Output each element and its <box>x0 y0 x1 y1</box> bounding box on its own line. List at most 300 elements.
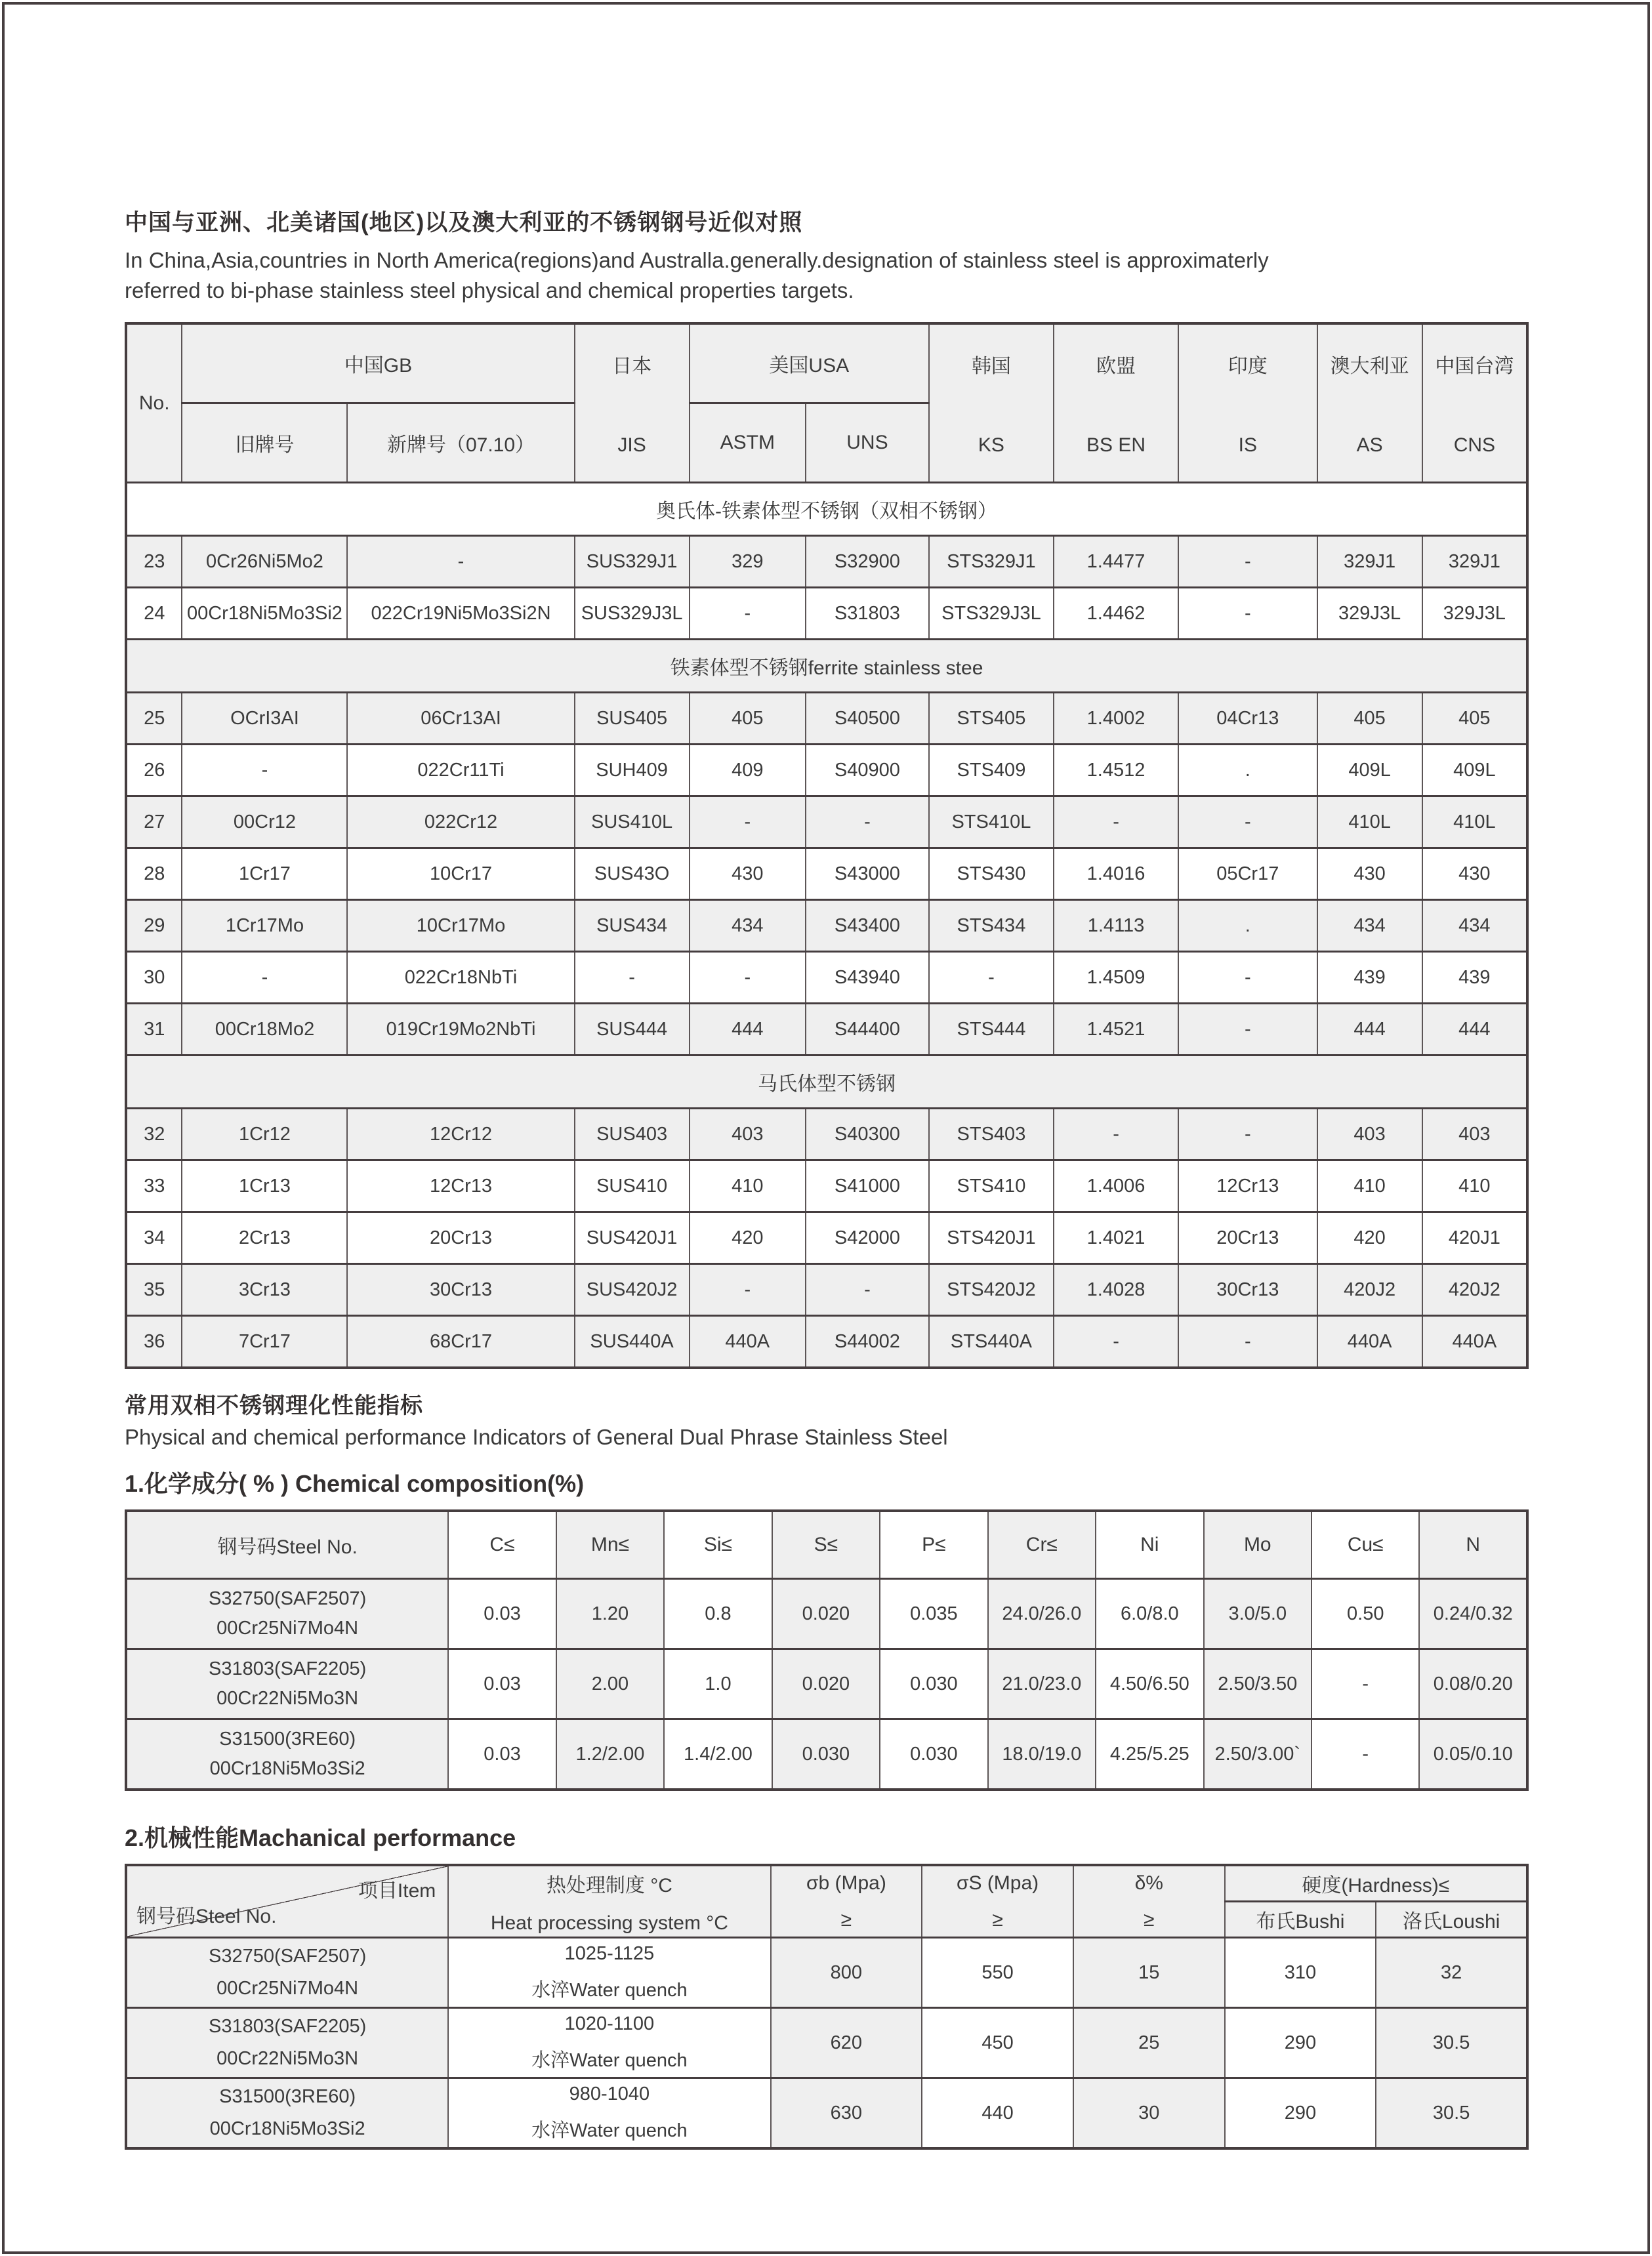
col-new-grade: 新牌号（07.10） <box>347 403 574 483</box>
cell-line-2: 00Cr22Ni5Mo3N <box>217 1688 359 1710</box>
chem-heading: 1.化学成分( % ) Chemical composition(%) <box>125 1470 585 1498</box>
section-label: 马氏体型不锈钢 <box>126 1056 1527 1109</box>
table-row <box>126 1212 1527 1264</box>
cell: SUS329J1 <box>575 536 690 588</box>
table-row <box>126 1264 1527 1316</box>
chem-table-header <box>126 1511 1527 1579</box>
cell: 430 <box>1422 848 1527 900</box>
row-number: 31 <box>126 1004 182 1056</box>
col-eu-bsen <box>1054 323 1178 483</box>
cell: 0.03 <box>448 1579 556 1649</box>
cell: SUS403 <box>575 1109 690 1160</box>
cell: S40900 <box>806 745 929 796</box>
chem-col-steel-no: 钢号码Steel No. <box>126 1511 448 1579</box>
cell: 410 <box>1317 1160 1422 1212</box>
mechanical-performance-table <box>125 1864 1529 2150</box>
cell: STS329J1 <box>929 536 1054 588</box>
cell: STS420J1 <box>929 1212 1054 1264</box>
cell: 410 <box>1422 1160 1527 1212</box>
cell: 1.4/2.00 <box>664 1719 772 1790</box>
cell: 0.030 <box>880 1719 987 1790</box>
cell: 0.035 <box>880 1579 987 1649</box>
cell: STS410 <box>929 1160 1054 1212</box>
steel-no-cell <box>126 1938 448 2008</box>
cell: STS409 <box>929 745 1054 796</box>
cell: 30Cr13 <box>1178 1264 1317 1316</box>
cell: 444 <box>690 1004 806 1056</box>
steel-no-cell <box>126 1579 448 1649</box>
cell: - <box>806 796 929 848</box>
col-no: No. <box>126 323 182 483</box>
cell: 409 <box>690 745 806 796</box>
cell: 30 <box>1073 2078 1225 2149</box>
cell: SUS420J2 <box>575 1264 690 1316</box>
cell: 6.0/8.0 <box>1096 1579 1203 1649</box>
cell: 022Cr12 <box>347 796 574 848</box>
cell: - <box>1178 1109 1317 1160</box>
table-row <box>126 2008 1527 2078</box>
cell: 440 <box>922 2078 1073 2149</box>
col-cns: CNS <box>1453 434 1496 457</box>
cell: 68Cr17 <box>347 1316 574 1368</box>
cell: - <box>690 588 806 640</box>
cell: 1.4006 <box>1054 1160 1178 1212</box>
cell: 0.030 <box>772 1719 880 1790</box>
cell: 12Cr13 <box>347 1160 574 1212</box>
row-number: 27 <box>126 796 182 848</box>
cell: 1.20 <box>556 1579 664 1649</box>
cell: 403 <box>1317 1109 1422 1160</box>
cell: 550 <box>922 1938 1073 2008</box>
mech-col-delta <box>1073 1865 1225 1938</box>
cell: 409L <box>1317 745 1422 796</box>
table-row <box>126 536 1527 588</box>
table-row <box>126 745 1527 796</box>
chem-col-mn: Mn≤ <box>556 1511 664 1579</box>
cell-line-1: S31803(SAF2205) <box>209 1658 367 1680</box>
cell: 420J1 <box>1422 1212 1527 1264</box>
phys-section-heading-zh: 常用双相不锈钢理化性能指标 <box>125 1393 423 1419</box>
cell: 0Cr26Ni5Mo2 <box>182 536 347 588</box>
row-number: 26 <box>126 745 182 796</box>
cell: 420J2 <box>1422 1264 1527 1316</box>
cell: - <box>1178 952 1317 1004</box>
cell: 420 <box>690 1212 806 1264</box>
cell: 12Cr12 <box>347 1109 574 1160</box>
heat-processing-cell <box>448 2008 770 2078</box>
cell: 00Cr12 <box>182 796 347 848</box>
mech-heading: 2.机械性能Machanical performance <box>125 1824 516 1852</box>
cell: S40300 <box>806 1109 929 1160</box>
row-number: 30 <box>126 952 182 1004</box>
cell-line-2: 00Cr18Ni5Mo3Si2 <box>209 1758 365 1780</box>
cell: S41000 <box>806 1160 929 1212</box>
cell: 430 <box>1317 848 1422 900</box>
steel-no-cell <box>126 1719 448 1790</box>
chem-col-cu: Cu≤ <box>1311 1511 1419 1579</box>
phys-section-heading-en: Physical and chemical performance Indicators of General Dual Phrase Stainless Steel <box>125 1425 948 1450</box>
cell: SUS440A <box>575 1316 690 1368</box>
intro-text <box>125 245 1529 305</box>
cell: 04Cr13 <box>1178 693 1317 745</box>
cell: 7Cr17 <box>182 1316 347 1368</box>
cell: 440A <box>690 1316 806 1368</box>
table-row <box>126 693 1527 745</box>
cell: - <box>1054 796 1178 848</box>
cell: - <box>690 796 806 848</box>
cell: STS430 <box>929 848 1054 900</box>
cell: STS444 <box>929 1004 1054 1056</box>
cell: 1Cr12 <box>182 1109 347 1160</box>
section-label: 铁素体型不锈钢ferrite stainless stee <box>126 640 1527 693</box>
cell: SUS434 <box>575 900 690 952</box>
row-number: 35 <box>126 1264 182 1316</box>
heat-processing-cell <box>448 1938 770 2008</box>
col-taiwan-cns <box>1422 323 1527 483</box>
cell: 0.020 <box>772 1579 880 1649</box>
cell: STS405 <box>929 693 1054 745</box>
col-astm: ASTM <box>690 403 806 483</box>
cell: SUS410 <box>575 1160 690 1212</box>
cell: - <box>1178 1316 1317 1368</box>
cell: 410L <box>1422 796 1527 848</box>
cell: 1.4021 <box>1054 1212 1178 1264</box>
cell-line-2: 00Cr25Ni7Mo4N <box>217 1618 359 1639</box>
cell: 630 <box>771 2078 922 2149</box>
cell: 1.4477 <box>1054 536 1178 588</box>
cell: 405 <box>690 693 806 745</box>
col-india-is <box>1178 323 1317 483</box>
mech-sigma-b-geq: ≥ <box>840 1908 852 1931</box>
cell: S43400 <box>806 900 929 952</box>
chem-col-cr: Cr≤ <box>988 1511 1096 1579</box>
cell-line-2: 水淬Water quench <box>531 2050 688 2072</box>
comparison-table-header <box>126 323 1527 483</box>
cell: 1.4028 <box>1054 1264 1178 1316</box>
cell: 620 <box>771 2008 922 2078</box>
mech-col-item-steelno <box>126 1865 448 1938</box>
cell: 21.0/23.0 <box>988 1649 1096 1719</box>
cell: 329J3L <box>1317 588 1422 640</box>
cell: 25 <box>1073 2008 1225 2078</box>
cell: 1.4521 <box>1054 1004 1178 1056</box>
row-number: 25 <box>126 693 182 745</box>
cell-line-2: 00Cr18Ni5Mo3Si2 <box>209 2118 365 2140</box>
cell: 420J2 <box>1317 1264 1422 1316</box>
col-uns: UNS <box>806 403 929 483</box>
intro-line-1: In China,Asia,countries in North America(regions)and Australla.generally.designation of stainless steel is approximaterly <box>125 248 1269 272</box>
cell: 10Cr17 <box>347 848 574 900</box>
col-japan: 日本 <box>612 356 652 378</box>
cell: 290 <box>1225 2078 1376 2149</box>
cell: - <box>690 1264 806 1316</box>
cell: 444 <box>1422 1004 1527 1056</box>
cell: STS329J3L <box>929 588 1054 640</box>
section-row <box>126 483 1527 536</box>
table-row <box>126 952 1527 1004</box>
cell: 022Cr11Ti <box>347 745 574 796</box>
cell: 0.03 <box>448 1719 556 1790</box>
cell: 019Cr19Mo2NbTi <box>347 1004 574 1056</box>
cell: 24.0/26.0 <box>988 1579 1096 1649</box>
cell: 1Cr13 <box>182 1160 347 1212</box>
cell-line-2: 水淬Water quench <box>531 1980 688 2001</box>
col-korea: 韩国 <box>971 356 1011 378</box>
cell: 410L <box>1317 796 1422 848</box>
cell: 06Cr13AI <box>347 693 574 745</box>
col-ks: KS <box>978 434 1004 457</box>
cell: 329 <box>690 536 806 588</box>
mech-item-label: 项目Item <box>358 1880 436 1902</box>
cell: 450 <box>922 2008 1073 2078</box>
cell: - <box>1311 1719 1419 1790</box>
cell: 1.4113 <box>1054 900 1178 952</box>
cell: 00Cr18Ni5Mo3Si2 <box>182 588 347 640</box>
cell: 022Cr18NbTi <box>347 952 574 1004</box>
cell: 20Cr13 <box>1178 1212 1317 1264</box>
steel-no-cell <box>126 1649 448 1719</box>
mech-table-header <box>126 1865 1527 1938</box>
col-bsen: BS EN <box>1086 434 1146 457</box>
cell: 434 <box>690 900 806 952</box>
cell: - <box>182 745 347 796</box>
col-india: 印度 <box>1228 356 1268 378</box>
cell: SUS405 <box>575 693 690 745</box>
steel-no-cell <box>126 2008 448 2078</box>
row-number: 28 <box>126 848 182 900</box>
cell-line-1: 1025-1125 <box>564 1943 655 1965</box>
cell: SUS444 <box>575 1004 690 1056</box>
cell: 1.2/2.00 <box>556 1719 664 1790</box>
cell: 440A <box>1422 1316 1527 1368</box>
chem-col-ni: Ni <box>1096 1511 1203 1579</box>
steel-no-cell <box>126 2078 448 2149</box>
cell: 2Cr13 <box>182 1212 347 1264</box>
mech-heat-zh: 热处理制度 °C <box>546 1874 672 1897</box>
cell: - <box>1178 536 1317 588</box>
col-usa: 美国USA <box>690 323 929 403</box>
chem-col-n: N <box>1419 1511 1527 1579</box>
cell: 32 <box>1376 1938 1527 2008</box>
table-row <box>126 1004 1527 1056</box>
cell: 4.25/5.25 <box>1096 1719 1203 1790</box>
cell: S31803 <box>806 588 929 640</box>
cell: 434 <box>1317 900 1422 952</box>
table-row <box>126 1649 1527 1719</box>
cell: - <box>1178 588 1317 640</box>
cell: - <box>182 952 347 1004</box>
mech-sigma-s-geq: ≥ <box>992 1908 1003 1931</box>
col-jis: JIS <box>617 434 646 457</box>
cell: 329J1 <box>1422 536 1527 588</box>
cell-line-1: S32750(SAF2507) <box>209 1588 367 1610</box>
cell: 329J3L <box>1422 588 1527 640</box>
cell-line-2: 00Cr22Ni5Mo3N <box>217 2048 359 2070</box>
cell: . <box>1178 900 1317 952</box>
cell: 30Cr13 <box>347 1264 574 1316</box>
section-row <box>126 1056 1527 1109</box>
chem-col-s: S≤ <box>772 1511 880 1579</box>
cell: 440A <box>1317 1316 1422 1368</box>
mech-col-hardness: 硬度(Hardness)≤ <box>1225 1865 1527 1902</box>
cell: STS403 <box>929 1109 1054 1160</box>
cell: S32900 <box>806 536 929 588</box>
table-row <box>126 1109 1527 1160</box>
row-number: 36 <box>126 1316 182 1368</box>
cell-line-1: S31803(SAF2205) <box>209 2016 367 2038</box>
col-australia-as <box>1317 323 1422 483</box>
cell: 20Cr13 <box>347 1212 574 1264</box>
cell: - <box>929 952 1054 1004</box>
cell: - <box>806 1264 929 1316</box>
cell: 3.0/5.0 <box>1204 1579 1311 1649</box>
cell: 1Cr17 <box>182 848 347 900</box>
cell-line-2: 水淬Water quench <box>531 2120 688 2142</box>
cell: 10Cr17Mo <box>347 900 574 952</box>
section-label: 奥氏体-铁素体型不锈钢（双相不锈钢） <box>126 483 1527 536</box>
table-row <box>126 796 1527 848</box>
cell: 3Cr13 <box>182 1264 347 1316</box>
row-number: 34 <box>126 1212 182 1264</box>
cell: 420 <box>1317 1212 1422 1264</box>
table-row <box>126 1719 1527 1790</box>
cell: 1Cr17Mo <box>182 900 347 952</box>
cell: SUS420J1 <box>575 1212 690 1264</box>
table-row <box>126 848 1527 900</box>
mech-col-bushi: 布氏Bushi <box>1225 1902 1376 1938</box>
cell: 0.8 <box>664 1579 772 1649</box>
cell: - <box>1054 1316 1178 1368</box>
table-row <box>126 1938 1527 2008</box>
mech-col-loushi: 洛氏Loushi <box>1376 1902 1527 1938</box>
cell: 1.4512 <box>1054 745 1178 796</box>
mech-heat-en: Heat processing system °C <box>490 1912 728 1934</box>
col-taiwan: 中国台湾 <box>1435 356 1514 378</box>
cell: . <box>1178 745 1317 796</box>
mech-col-sigma-b <box>771 1865 922 1938</box>
cell: 1.4462 <box>1054 588 1178 640</box>
cell: - <box>690 952 806 1004</box>
cell: 1.4016 <box>1054 848 1178 900</box>
intro-line-2: referred to bi-phase stainless steel physical and chemical properties targets. <box>125 277 854 302</box>
cell: 05Cr17 <box>1178 848 1317 900</box>
col-korea-ks <box>929 323 1054 483</box>
cell: 405 <box>1317 693 1422 745</box>
chem-table-body <box>126 1579 1527 1790</box>
cell: STS420J2 <box>929 1264 1054 1316</box>
cell: S43000 <box>806 848 929 900</box>
cell: 30.5 <box>1376 2008 1527 2078</box>
steel-grade-comparison-table <box>125 322 1529 1369</box>
cell: 439 <box>1317 952 1422 1004</box>
mech-col-sigma-s <box>922 1865 1073 1938</box>
cell: - <box>1054 1109 1178 1160</box>
cell: 15 <box>1073 1938 1225 2008</box>
cell: 310 <box>1225 1938 1376 2008</box>
cell: 0.03 <box>448 1649 556 1719</box>
cell: 1.4509 <box>1054 952 1178 1004</box>
cell: 409L <box>1422 745 1527 796</box>
col-is: IS <box>1238 434 1257 457</box>
chemical-composition-table <box>125 1509 1529 1791</box>
cell: 444 <box>1317 1004 1422 1056</box>
cell-line-1: S31500(3RE60) <box>219 1729 356 1750</box>
cell: 290 <box>1225 2008 1376 2078</box>
cell: S40500 <box>806 693 929 745</box>
cell-line-1: 980-1040 <box>569 2083 650 2105</box>
chem-col-p: P≤ <box>880 1511 987 1579</box>
cell: OCrI3AI <box>182 693 347 745</box>
cell: 434 <box>1422 900 1527 952</box>
cell: SUS329J3L <box>575 588 690 640</box>
cell: 4.50/6.50 <box>1096 1649 1203 1719</box>
page-content <box>125 0 1529 2150</box>
mech-sigma-b-label: σb (Mpa) <box>806 1872 886 1894</box>
cell: - <box>347 536 574 588</box>
cell: 403 <box>690 1109 806 1160</box>
cell: 1.4002 <box>1054 693 1178 745</box>
cell: 2.50/3.00` <box>1204 1719 1311 1790</box>
cell: 405 <box>1422 693 1527 745</box>
table-row <box>126 1579 1527 1649</box>
row-number: 29 <box>126 900 182 952</box>
cell: S42000 <box>806 1212 929 1264</box>
col-australia: 澳大利亚 <box>1330 356 1409 378</box>
col-japan-jis <box>575 323 690 483</box>
cell: S44002 <box>806 1316 929 1368</box>
cell: 0.05/0.10 <box>1419 1719 1527 1790</box>
comparison-table-body <box>126 483 1527 1368</box>
cell: - <box>1178 796 1317 848</box>
table-row <box>126 1160 1527 1212</box>
row-number: 24 <box>126 588 182 640</box>
table-row <box>126 588 1527 640</box>
cell: - <box>1311 1649 1419 1719</box>
page-title: 中国与亚洲、北美诸国(地区)以及澳大利亚的不锈钢钢号近似对照 <box>125 210 803 236</box>
col-china-gb: 中国GB <box>182 323 574 403</box>
cell: STS440A <box>929 1316 1054 1368</box>
table-row <box>126 2078 1527 2149</box>
cell-line-1: 1020-1100 <box>564 2013 655 2035</box>
col-eu: 欧盟 <box>1096 356 1136 378</box>
cell-line-1: S32750(SAF2507) <box>209 1946 367 1967</box>
heat-processing-cell <box>448 2078 770 2149</box>
cell: 0.08/0.20 <box>1419 1649 1527 1719</box>
section-row <box>126 640 1527 693</box>
cell: STS410L <box>929 796 1054 848</box>
cell-line-2: 00Cr25Ni7Mo4N <box>217 1978 359 2000</box>
mech-col-heat <box>448 1865 770 1938</box>
cell: 0.24/0.32 <box>1419 1579 1527 1649</box>
cell: 0.030 <box>880 1649 987 1719</box>
cell: 18.0/19.0 <box>988 1719 1096 1790</box>
cell: S44400 <box>806 1004 929 1056</box>
cell: - <box>575 952 690 1004</box>
cell: 022Cr19Ni5Mo3Si2N <box>347 588 574 640</box>
cell-line-1: S31500(3RE60) <box>219 2086 356 2108</box>
mech-steelno-label: 钢号码Steel No. <box>136 1906 277 1928</box>
col-as: AS <box>1356 434 1383 457</box>
cell: 410 <box>690 1160 806 1212</box>
cell: 403 <box>1422 1109 1527 1160</box>
mech-delta-geq: ≥ <box>1144 1908 1155 1931</box>
cell: 00Cr18Mo2 <box>182 1004 347 1056</box>
cell: SUS410L <box>575 796 690 848</box>
chem-col-c: C≤ <box>448 1511 556 1579</box>
chem-col-si: Si≤ <box>664 1511 772 1579</box>
mech-table-body <box>126 1938 1527 2149</box>
table-row <box>126 1316 1527 1368</box>
